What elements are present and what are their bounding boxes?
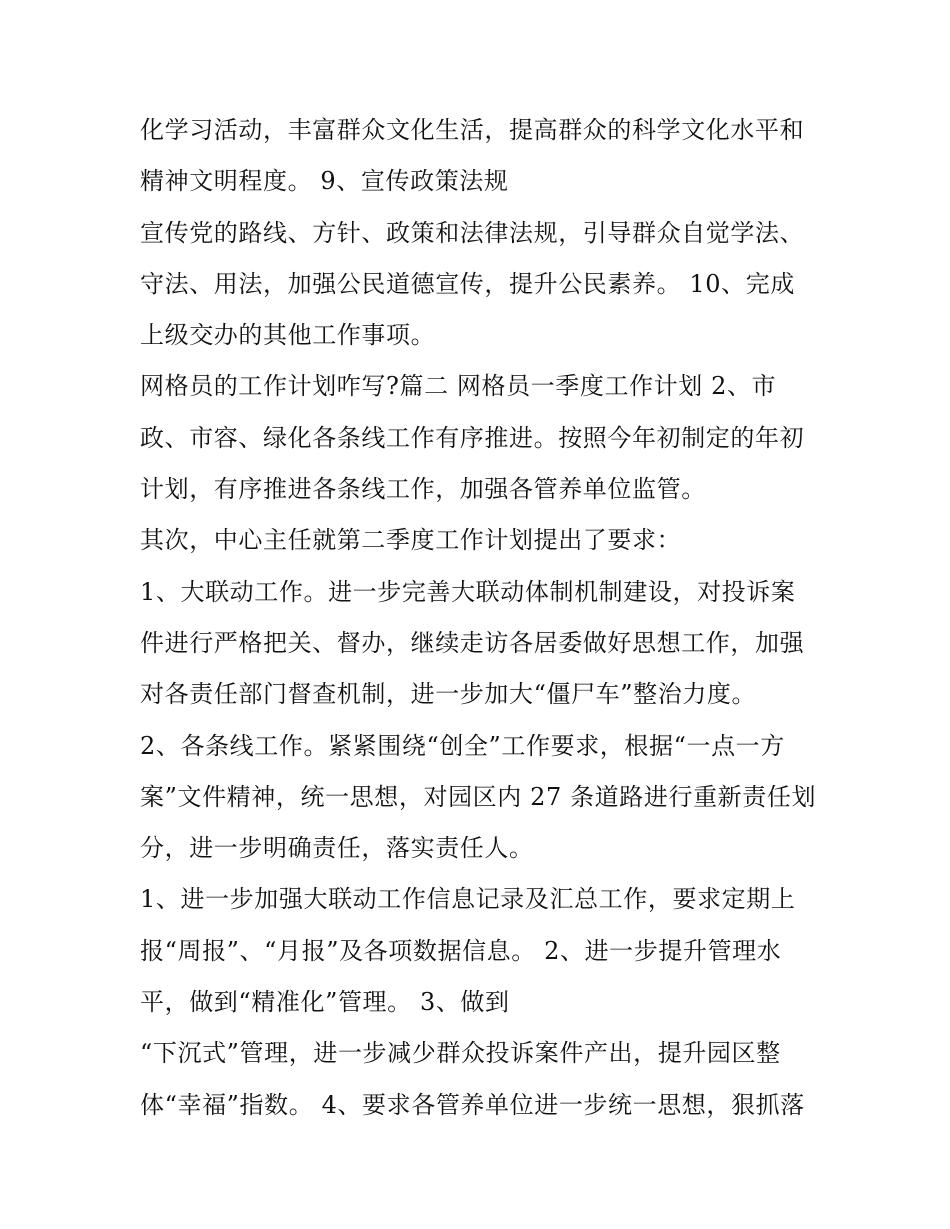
text-line: 计划，有序推进各条线工作，加强各管养单位监管。 bbox=[140, 475, 706, 504]
text-line: 化学习活动，丰富群众文化生活，提高群众的科学文化水平和 bbox=[140, 116, 805, 144]
document-body bbox=[140, 105, 830, 1131]
text-line: 件进行严格把关、督办，继续走访各居委做好思想工作，加强 bbox=[140, 628, 805, 657]
text-line: 宣传党的路线、方针、政策和法律法规，引导群众自觉学法、 bbox=[140, 218, 805, 247]
text-line: 报“周报”、“月报”及各项数据信息。 2、进一步提升管理水 bbox=[140, 936, 782, 965]
text-line: 案”文件精神，统一思想，对园区内 27 条道路进行重新责任划 bbox=[140, 782, 817, 811]
text-line: 分，进一步明确责任，落实责任人。 bbox=[140, 834, 534, 863]
text-line: 体“幸福”指数。 4、要求各管养单位进一步统一思想，狠抓落 bbox=[140, 1090, 805, 1119]
text-line: 守法、用法，加强公民道德宣传，提升公民素养。 10、完成 bbox=[140, 269, 795, 298]
text-line: 政、市容、绿化各条线工作有序推进。按照今年初制定的年初 bbox=[140, 423, 805, 452]
text-line: 其次，中心主任就第二季度工作计划提出了要求： bbox=[140, 526, 682, 555]
text-line: 1、进一步加强大联动工作信息记录及汇总工作，要求定期上 bbox=[140, 885, 796, 914]
text-line: 对各责任部门督查机制，进一步加大“僵尸车”整治力度。 bbox=[140, 680, 757, 709]
text-line: “下沉式”管理，进一步减少群众投诉案件产出，提升园区整 bbox=[140, 1039, 781, 1068]
text-line: 网格员的工作计划咋写?篇二 网格员一季度工作计划 2、市 bbox=[140, 372, 777, 401]
text-line: 精神文明程度。 9、宣传政策法规 bbox=[140, 167, 509, 196]
text-line: 1、大联动工作。进一步完善大联动体制机制建设，对投诉案 bbox=[140, 577, 796, 606]
text-line: 平，做到“精准化”管理。 3、做到 bbox=[140, 988, 510, 1017]
text-line: 2、各条线工作。紧紧围绕“创全”工作要求，根据“一点一方 bbox=[140, 731, 785, 760]
text-line: 上级交办的其他工作事项。 bbox=[140, 321, 436, 350]
